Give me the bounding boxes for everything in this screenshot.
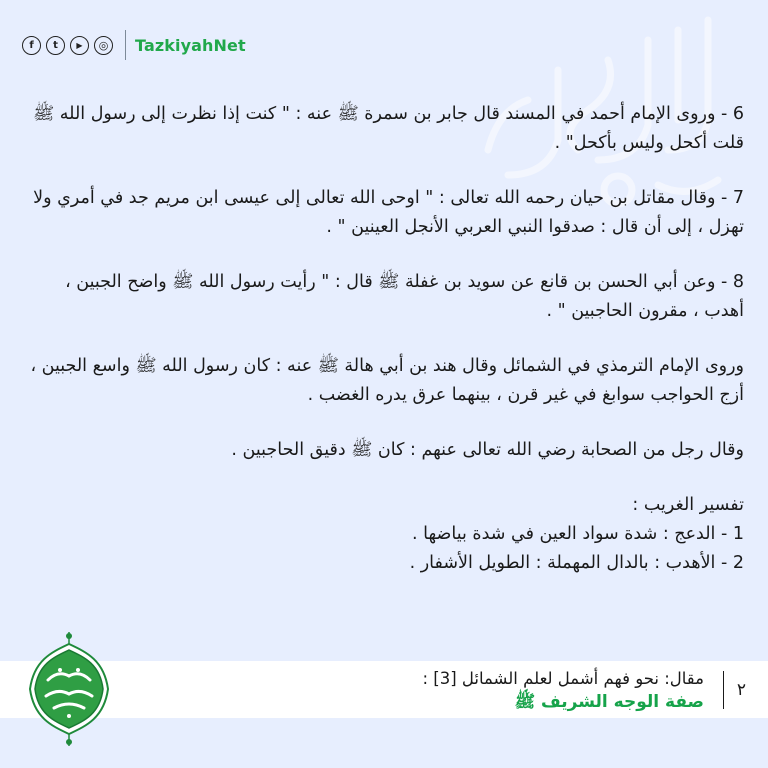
page-number: ٢ [736,680,746,700]
social-links [22,36,113,55]
youtube-icon[interactable]: ▶ [70,36,89,55]
paragraph-6: 6 - وروى الإمام أحمد في المسند قال جابر بن سمرة ﷺ عنه : " كنت إذا نظرت إلى رسول الله ﷺ قلت أكحل وليس بأكحل" . [33,104,744,153]
brand-name[interactable]: TazkiyahNet [135,35,246,55]
logo-emblem-icon [26,630,112,748]
header-divider [125,30,126,60]
article-body [24,100,744,578]
header [22,28,246,62]
paragraph-7: 7 - وقال مقاتل بن حيان رحمه الله تعالى : " اوحى الله تعالى إلى عيسى ابن مريم جد في أمري ولا تهزل ، إلى أن قال : صدقوا النبي العربي الأنجل العينين " . [33,188,744,237]
instagram-icon[interactable]: ◎ [94,36,113,55]
footer-title [422,668,704,714]
facebook-icon[interactable]: f [22,36,41,55]
paragraph-9: وروى الإمام الترمذي في الشمائل وقال هند بن أبي هالة ﷺ عنه : كان رسول الله ﷺ واسع الجبين ، أزج الحواجب سوابغ في غير قرن ، بينهما عرق يدره الغضب . [30,356,744,405]
paragraph-10: وقال رجل من الصحابة رضي الله تعالى عنهم : كان ﷺ دقيق الحاجبين . [231,440,744,460]
footer-series-title: مقال: نحو فهم أشمل لعلم الشمائل [3] : [422,669,704,688]
paragraph-8: 8 - وعن أبي الحسن بن قانع عن سويد بن غفلة ﷺ قال : " رأيت رسول الله ﷺ واضح الجبين ، أهدب ، مقرون الحاجبين " . [65,272,744,321]
glossary-item-2: 2 - الأهدب : بالدال المهملة : الطويل الأشفار . [409,553,744,573]
footer-divider [723,671,725,709]
glossary-item-1: 1 - الدعج : شدة سواد العين في شدة بياضها . [412,524,744,544]
glossary-title: تفسير الغريب : [632,495,744,515]
twitter-icon[interactable]: t [46,36,65,55]
footer-article-title: صفة الوجه الشريف ﷺ [514,692,704,712]
